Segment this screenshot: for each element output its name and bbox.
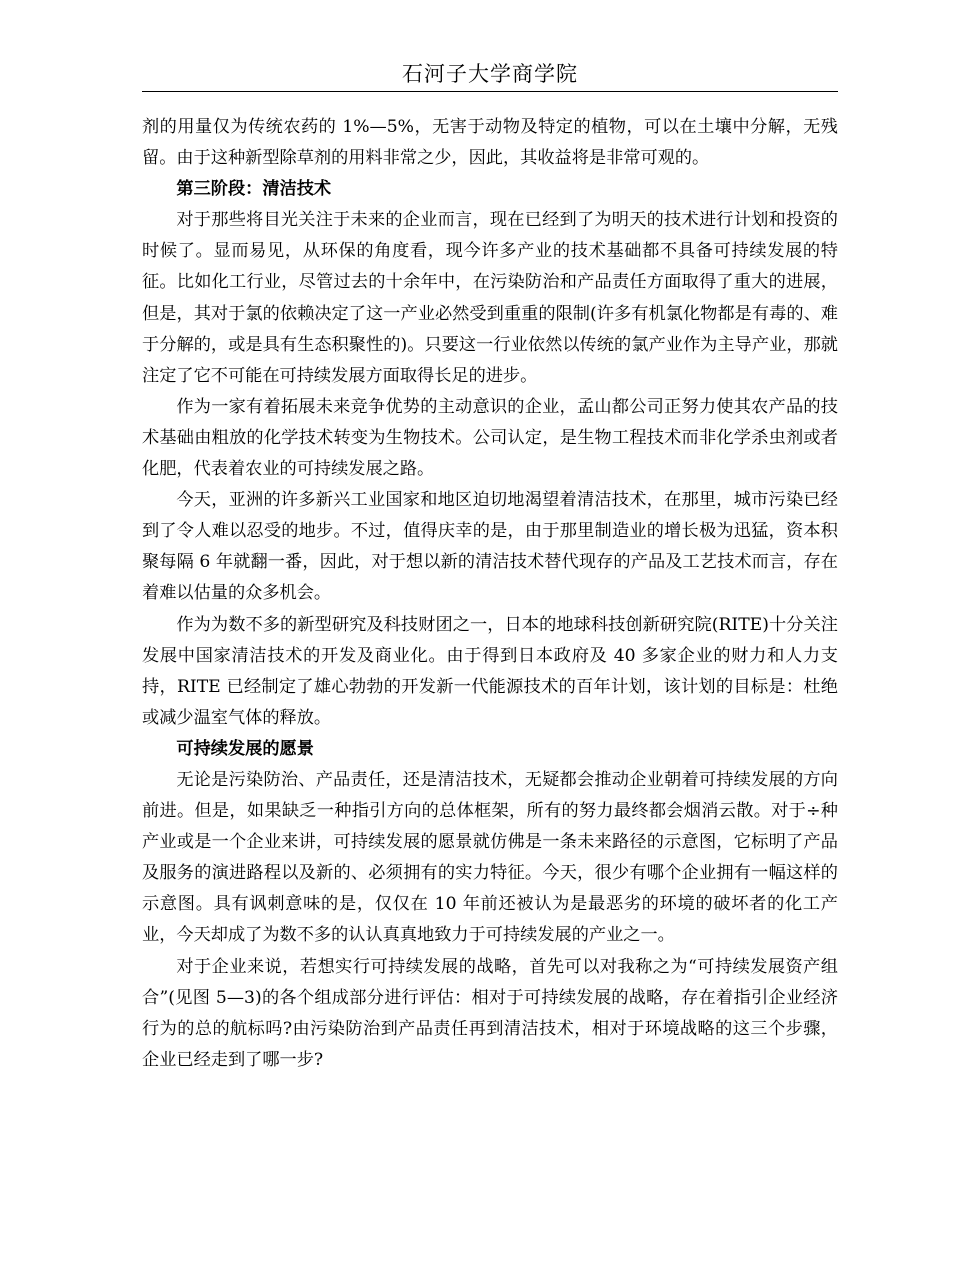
paragraph: 对于那些将目光关注于未来的企业而言，现在已经到了为明天的技术进行计划和投资的时候了。显而易见，从环保的角度看，现今许多产业的技术基础都不具备可持续发展的特征。比如化工行业，尽管过去的十余年中，在污染防治和产品责任方面取得了重大的进展，但是，其对于氯的依赖决定了这一产业必然受到重重的限制(许多有机氯化物都是有毒的、难于分解的，或是具有生态积聚性的)。只要这一行业依然以传统的氯产业作为主导产业，那就注定了它不可能在可持续发展方面取得长足的进步。	[142, 210, 838, 386]
paragraph: 作为一家有着拓展未来竞争优势的主动意识的企业，孟山都公司正努力使其农产品的技术基础由粗放的化学技术转变为生物技术。公司认定，是生物工程技术而非化学杀虫剂或者化肥，代表着农业的可持续发展之路。	[142, 396, 838, 480]
section-heading-clean-technology: 第三阶段：清洁技术	[176, 179, 332, 200]
document-body	[142, 112, 838, 1076]
paragraph-continued: 剂的用量仅为传统农药的 1%—5%，无害于动物及特定的植物，可以在土壤中分解，无残留。由于这种新型除草剂的用料非常之少，因此，其收益将是非常可观的。	[142, 117, 838, 169]
paragraph: 无论是污染防治、产品责任，还是清洁技术，无疑都会推动企业朝着可持续发展的方向前进。但是，如果缺乏一种指引方向的总体框架，所有的努力最终都会烟消云散。对于÷种产业或是一个企业来讲，可持续发展的愿景就仿佛是一条未来路径的示意图，它标明了产品及服务的演进路程以及新的、必须拥有的实力特征。今天，很少有哪个企业拥有一幅这样的示意图。具有讽刺意味的是，仅仅在 10 年前还被认为是最恶劣的环境的破坏者的化工产业，今天却成了为数不多的认认真真地致力于可持续发展的产业之一。	[142, 769, 838, 946]
header-rule	[142, 91, 838, 92]
paragraph: 作为为数不多的新型研究及科技财团之一，日本的地球科技创新研究院(RITE)十分关注发展中国家清洁技术的开发及商业化。由于得到日本政府及 40 多家企业的财力和人力支持，RITE 已经制定了雄心勃勃的开发新一代能源技术的百年计划，该计划的目标是：杜绝或减少温室气体的释放。	[142, 614, 838, 728]
page-header-title: 石河子大学商学院	[402, 62, 578, 86]
section-heading-sustainability-vision: 可持续发展的愿景	[176, 738, 314, 759]
paragraph: 对于企业来说，若想实行可持续发展的战略，首先可以对我称之为“可持续发展资产组合”(见图 5—3)的各个组成部分进行评估：相对于可持续发展的战略，存在着指引企业经济行为的总的航标吗?由污染防治到产品责任再到清洁技术，相对于环境战略的这三个步骤，企业已经走到了哪一步?	[142, 956, 838, 1070]
paragraph: 今天，亚洲的许多新兴工业国家和地区迫切地渴望着清洁技术，在那里，城市污染已经到了令人难以忍受的地步。不过，值得庆幸的是，由于那里制造业的增长极为迅猛，资本积聚每隔 6 年就翻一番，因此，对于想以新的清洁技术替代现存的产品及工艺技术而言，存在着难以估量的众多机会。	[142, 490, 838, 604]
